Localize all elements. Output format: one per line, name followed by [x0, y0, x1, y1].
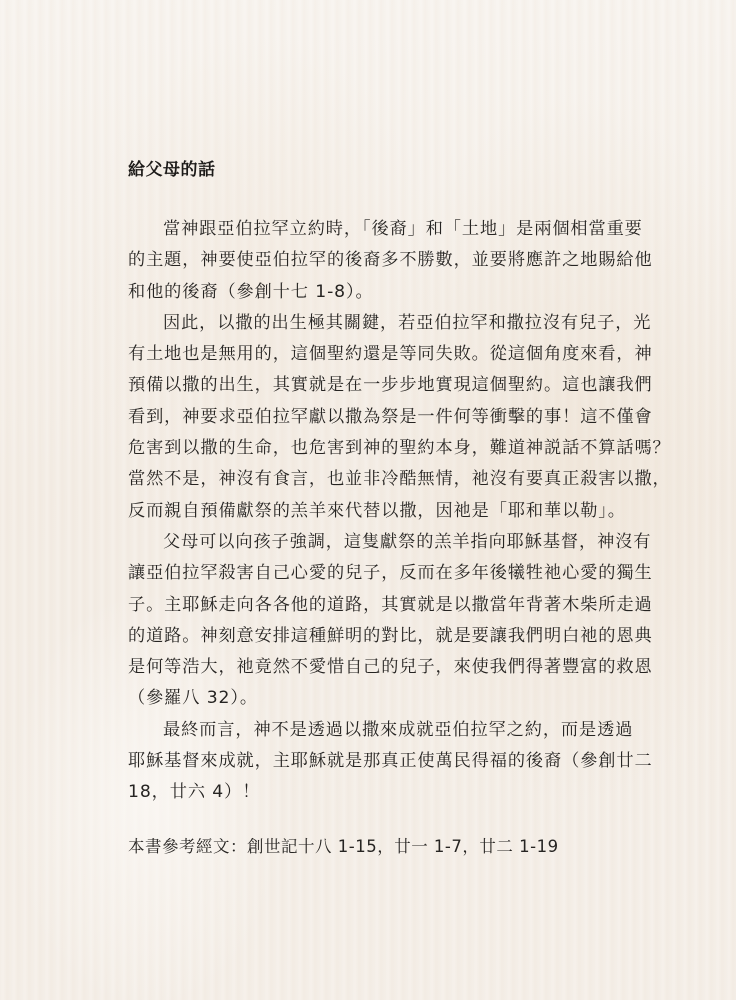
text-line: 危害到以撒的生命，也危害到神的聖約本身，難道神説話不算話嗎？ [128, 438, 671, 459]
text-line: 讓亞伯拉罕殺害自己心愛的兒子，反而在多年後犧牲祂心愛的獨生 [128, 563, 653, 584]
text-line: 有土地也是無用的，這個聖約還是等同失敗。從這個角度來看，神 [128, 344, 653, 365]
text-line: 是何等浩大，祂竟然不愛惜自己的兒子，來使我們得著豐富的救恩 [128, 657, 653, 678]
paragraph-3 [128, 527, 653, 715]
text-line: 預備以撒的出生，其實就是在一步步地實現這個聖約。這也讓我們 [128, 375, 653, 396]
paragraph-2 [128, 308, 671, 527]
scripture-reference: 本書參考經文：創世記十八 1-15，廿一 1-7，廿二 1-19 [128, 836, 559, 856]
text-line: 因此，以撒的出生極其關鍵，若亞伯拉罕和撒拉沒有兒子，光 [163, 312, 652, 333]
text-line: 和他的後裔（參創十七 1-8）。 [128, 281, 374, 302]
text-line: 父母可以向孩子強調，這隻獻祭的羔羊指向耶穌基督，神沒有 [163, 531, 652, 552]
text-line: 子。主耶穌走向各各他的道路，其實就是以撒當年背著木柴所走過 [128, 594, 653, 615]
paragraph-4 [128, 715, 653, 809]
text-line: 最終而言，神不是透過以撒來成就亞伯拉罕之約，而是透過 [163, 719, 634, 740]
text-line: 反而親自預備獻祭的羔羊來代替以撒，因祂是「耶和華以勒」。 [128, 500, 626, 521]
text-line: 耶穌基督來成就，主耶穌就是那真正使萬民得福的後裔（參創廿二 [128, 751, 653, 772]
text-line: （參羅八 32）。 [128, 688, 258, 709]
document-page [128, 158, 671, 862]
section-title: 給父母的話 [128, 160, 216, 180]
text-line: 看到，神要求亞伯拉罕獻以撒為祭是一件何等衝擊的事！這不僅會 [128, 406, 653, 427]
text-line: 當然不是，神沒有食言，也並非冷酷無情，祂沒有要真正殺害以撒， [128, 469, 671, 490]
text-line: 當神跟亞伯拉罕立約時，「後裔」和「土地」是兩個相當重要 [163, 219, 643, 239]
text-line: 的主題，神要使亞伯拉罕的後裔多不勝數，並要將應許之地賜給他 [128, 250, 653, 271]
text-line: 的道路。神刻意安排這種鮮明的對比，就是要讓我們明白祂的恩典 [128, 625, 653, 646]
paragraph-1 [128, 214, 653, 308]
text-line: 18，廿六 4）！ [128, 782, 261, 803]
